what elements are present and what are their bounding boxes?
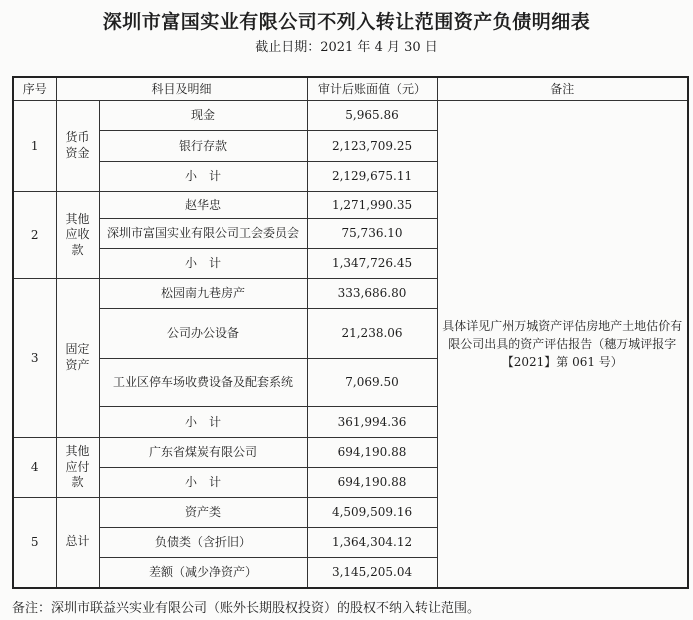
group-name-cell xyxy=(56,101,99,192)
value-cell: 1,347,726.45 xyxy=(307,249,437,279)
value-cell: 2,123,709.25 xyxy=(307,131,437,162)
page-title: 深圳市富国实业有限公司不列入转让范围资产负债明细表 xyxy=(102,11,591,33)
header-seq: 序号 xyxy=(13,77,56,101)
group-name-cell: 总计 xyxy=(56,498,99,588)
group-name: 其他应付款 xyxy=(65,444,90,490)
value-cell: 333,686.80 xyxy=(307,279,437,309)
item-cell: 资产类 xyxy=(99,498,307,528)
item-cell: 差额（减少净资产） xyxy=(99,558,307,588)
item-cell: 现金 xyxy=(99,101,307,131)
item-cell: 深圳市富国实业有限公司工会委员会 xyxy=(99,219,307,249)
group-name: 固定资产 xyxy=(65,342,90,372)
group-name-cell xyxy=(56,279,99,438)
seq-cell: 3 xyxy=(13,279,56,438)
value-cell: 1,271,990.35 xyxy=(307,192,437,219)
table-row xyxy=(13,101,688,131)
detail-table xyxy=(12,76,689,589)
header-value: 审计后账面值（元） xyxy=(307,77,437,101)
subtotal-cell: 小 计 xyxy=(99,468,307,498)
value-cell: 3,145,205.04 xyxy=(307,558,437,588)
seq-cell: 1 xyxy=(13,101,56,192)
value-cell: 4,509,509.16 xyxy=(307,498,437,528)
value-cell: 2,129,675.11 xyxy=(307,162,437,192)
value-cell: 1,364,304.12 xyxy=(307,528,437,558)
header-item: 科目及明细 xyxy=(56,77,307,101)
value-cell: 361,994.36 xyxy=(307,407,437,438)
item-cell: 银行存款 xyxy=(99,131,307,162)
item-cell: 松园南九巷房产 xyxy=(99,279,307,309)
header-remark: 备注 xyxy=(437,77,688,101)
item-cell: 广东省煤炭有限公司 xyxy=(99,438,307,468)
group-name: 其他应收款 xyxy=(65,211,90,257)
seq-cell: 4 xyxy=(13,438,56,498)
seq-cell: 2 xyxy=(13,192,56,279)
cutoff-date: 截止日期：2021 年 4 月 30 日 xyxy=(255,40,438,55)
footnote: 备注：深圳市联益兴实业有限公司（账外长期股权投资）的股权不纳入转让范围。 xyxy=(12,601,481,616)
subtotal-cell: 小 计 xyxy=(99,407,307,438)
item-cell: 工业区停车场收费设备及配套系统 xyxy=(99,359,307,407)
value-cell: 7,069.50 xyxy=(307,359,437,407)
item-cell: 公司办公设备 xyxy=(99,309,307,359)
subtotal-cell: 小 计 xyxy=(99,249,307,279)
value-cell: 75,736.10 xyxy=(307,219,437,249)
value-cell: 694,190.88 xyxy=(307,468,437,498)
item-cell: 赵华忠 xyxy=(99,192,307,219)
group-name-cell xyxy=(56,438,99,498)
remark-cell: 具体详见广州万城资产评估房地产土地估价有限公司出具的资产评估报告（穗万城评报字【2021】第 061 号） xyxy=(437,101,688,588)
item-cell: 负债类（含折旧） xyxy=(99,528,307,558)
group-name: 货币资金 xyxy=(65,130,90,160)
group-name-cell xyxy=(56,192,99,279)
value-cell: 694,190.88 xyxy=(307,438,437,468)
seq-cell: 5 xyxy=(13,498,56,588)
value-cell: 21,238.06 xyxy=(307,309,437,359)
subtotal-cell: 小 计 xyxy=(99,162,307,192)
value-cell: 5,965.86 xyxy=(307,101,437,131)
header-row xyxy=(13,77,688,101)
